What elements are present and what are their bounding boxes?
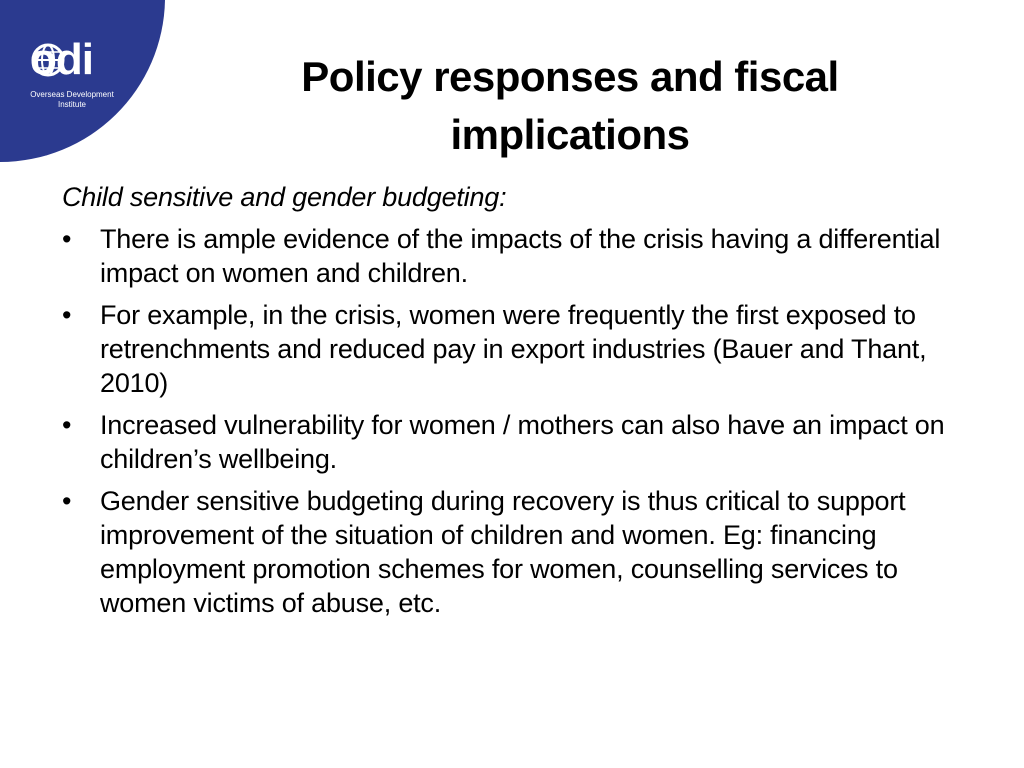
bullet-text: There is ample evidence of the impacts of the crisis having a differential impact on women and children. (100, 224, 941, 288)
bullet-text: Increased vulnerability for women / mothers can also have an impact on children’s wellbeing. (100, 410, 945, 474)
logo-caption: Overseas Development Institute (30, 90, 114, 109)
logo-wordmark-text: odi (30, 35, 93, 84)
slide-body (62, 180, 962, 628)
bullet-list (62, 222, 962, 620)
bullet-glyph: • (62, 486, 72, 516)
bullet-text: For example, in the crisis, women were frequently the first exposed to retrenchments and reduced pay in export industries (Bauer and Thant, 2010) (100, 300, 927, 398)
bullet-glyph: • (62, 300, 72, 330)
bullet-item (62, 222, 962, 290)
bullet-glyph: • (62, 410, 72, 440)
slide-title: Policy responses and fiscal implications (301, 53, 839, 158)
bullet-item (62, 408, 962, 476)
slide-subtitle: Child sensitive and gender budgeting: (62, 182, 507, 212)
bullet-glyph: • (62, 224, 72, 254)
bullet-text: Gender sensitive budgeting during recovery is thus critical to support improvement of the situation of children and women. Eg: financing employment promotion schemes for women, counselling services to women victims of abuse, etc. (100, 486, 906, 618)
bullet-item (62, 484, 962, 620)
logo-wordmark-full (30, 35, 93, 84)
bullet-item (62, 298, 962, 400)
odi-logo-corner (0, 0, 175, 165)
